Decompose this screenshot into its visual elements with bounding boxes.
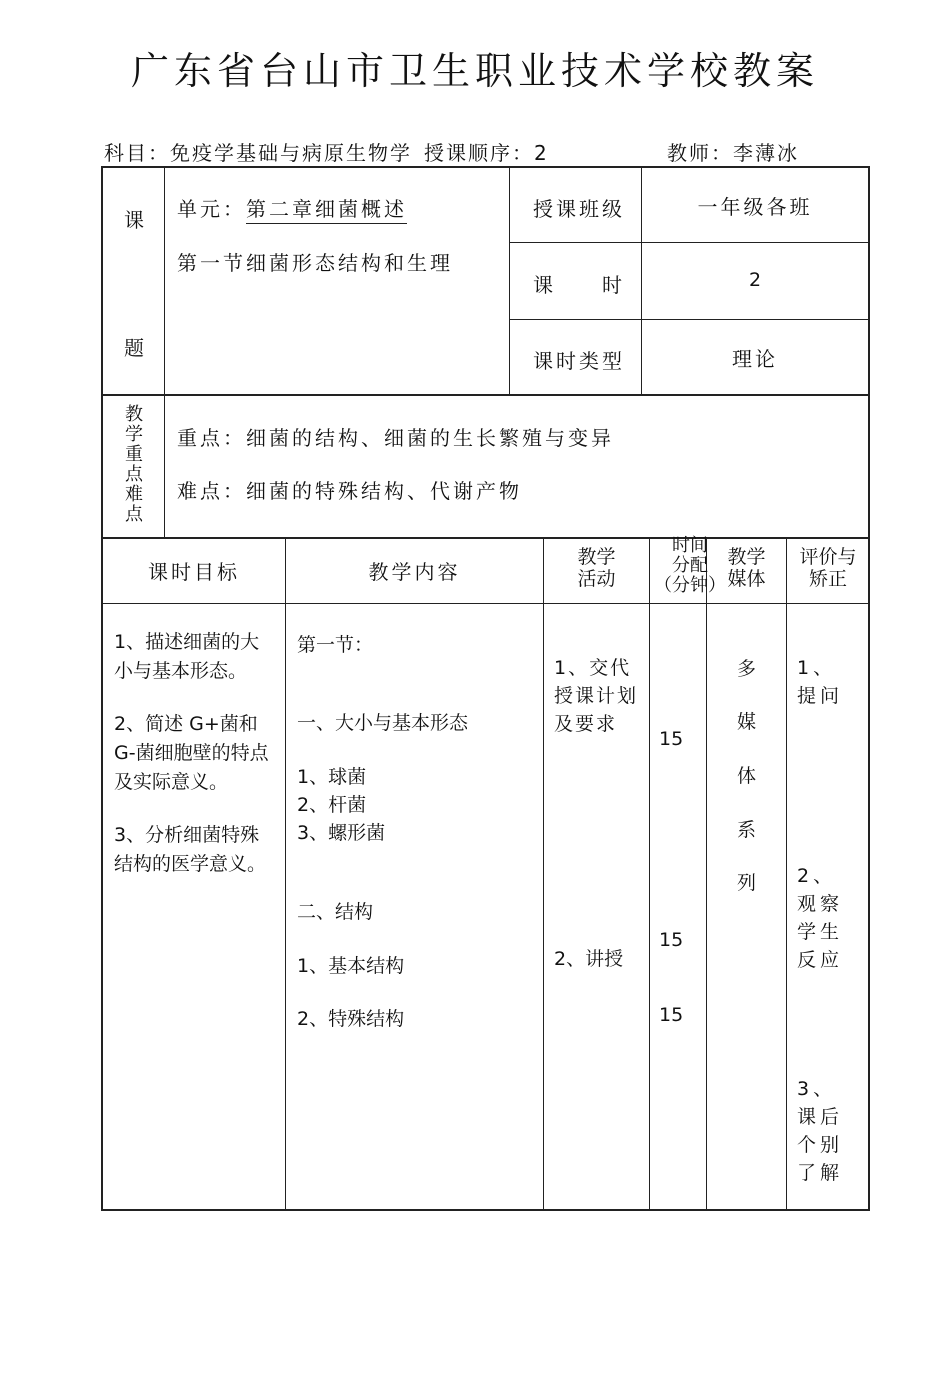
media-char: 媒: [736, 711, 756, 733]
header-evaluation: 评价与 矫正: [799, 546, 857, 590]
time-value: 15: [659, 1004, 684, 1026]
hours-label: 课 时: [533, 273, 625, 297]
media-char: 多: [736, 658, 756, 680]
content-heading: 第一节：: [297, 634, 374, 656]
media-char: 系: [736, 819, 756, 841]
type-label: 课时类型: [533, 349, 625, 373]
objective-2: 2、简述 G+菌和 G-菌细胞壁的特点及实际意义。: [114, 713, 269, 793]
media-char: 体: [736, 765, 756, 787]
content-item: 1、基本结构: [297, 955, 405, 977]
hours-value: 2: [748, 269, 762, 291]
content-item: 3、螺形菌: [297, 822, 386, 844]
topic-label-bottom: 题: [124, 336, 147, 360]
header-activity: 教学 活动: [577, 546, 616, 590]
type-value: 理论: [732, 347, 778, 371]
header-objectives: 课时目标: [148, 560, 240, 584]
header-content: 教学内容: [368, 560, 461, 584]
header-time: 时间 分配 （分钟）: [654, 535, 726, 596]
evaluation-1: 1、提问: [797, 657, 844, 707]
content-part-2: 二、结构: [297, 901, 374, 923]
content-part-1: 一、大小与基本形态: [297, 712, 469, 734]
section-title: 第一节细菌形态结构和生理: [177, 251, 453, 275]
topic-label-top: 课: [124, 208, 147, 232]
lesson-order-label: 授课顺序：2: [424, 141, 549, 165]
subject-label: 科目：免疫学基础与病原生物学: [104, 141, 412, 165]
difficult-points: 难点：细菌的特殊结构、代谢产物: [177, 479, 522, 503]
evaluation-3: 3、课后个别了解: [797, 1078, 844, 1184]
unit-prefix: 单元：: [177, 197, 246, 221]
time-value: 15: [659, 929, 684, 951]
objective-3: 3、分析细菌特殊结构的医学意义。: [114, 824, 267, 875]
content-item: 2、特殊结构: [297, 1008, 405, 1030]
header-media: 教学 媒体: [727, 546, 766, 590]
content-item: 1、球菌: [297, 766, 367, 788]
evaluation-2: 2、观察学生反应: [797, 865, 844, 971]
time-value: 15: [659, 728, 684, 750]
media-char: 列: [736, 872, 756, 894]
key-points: 重点：细菌的结构、细菌的生长繁殖与变异: [177, 426, 614, 450]
activity-2: 2、讲授: [554, 948, 624, 970]
unit-line: [177, 193, 407, 222]
activity-1: 1、交代授课计划及要求: [554, 657, 639, 735]
unit-title: 第二章细菌概述: [246, 197, 407, 224]
page-title: 广东省台山市卫生职业技术学校教案: [130, 49, 819, 93]
class-value: 一年级各班: [697, 195, 813, 219]
objective-1: 1、描述细菌的大小与基本形态。: [114, 631, 260, 682]
focus-label: 教学重点难点: [125, 404, 143, 525]
class-label: 授课班级: [533, 197, 625, 221]
content-item: 2、杆菌: [297, 794, 367, 816]
teacher-label: 教师：李薄冰: [667, 141, 799, 165]
